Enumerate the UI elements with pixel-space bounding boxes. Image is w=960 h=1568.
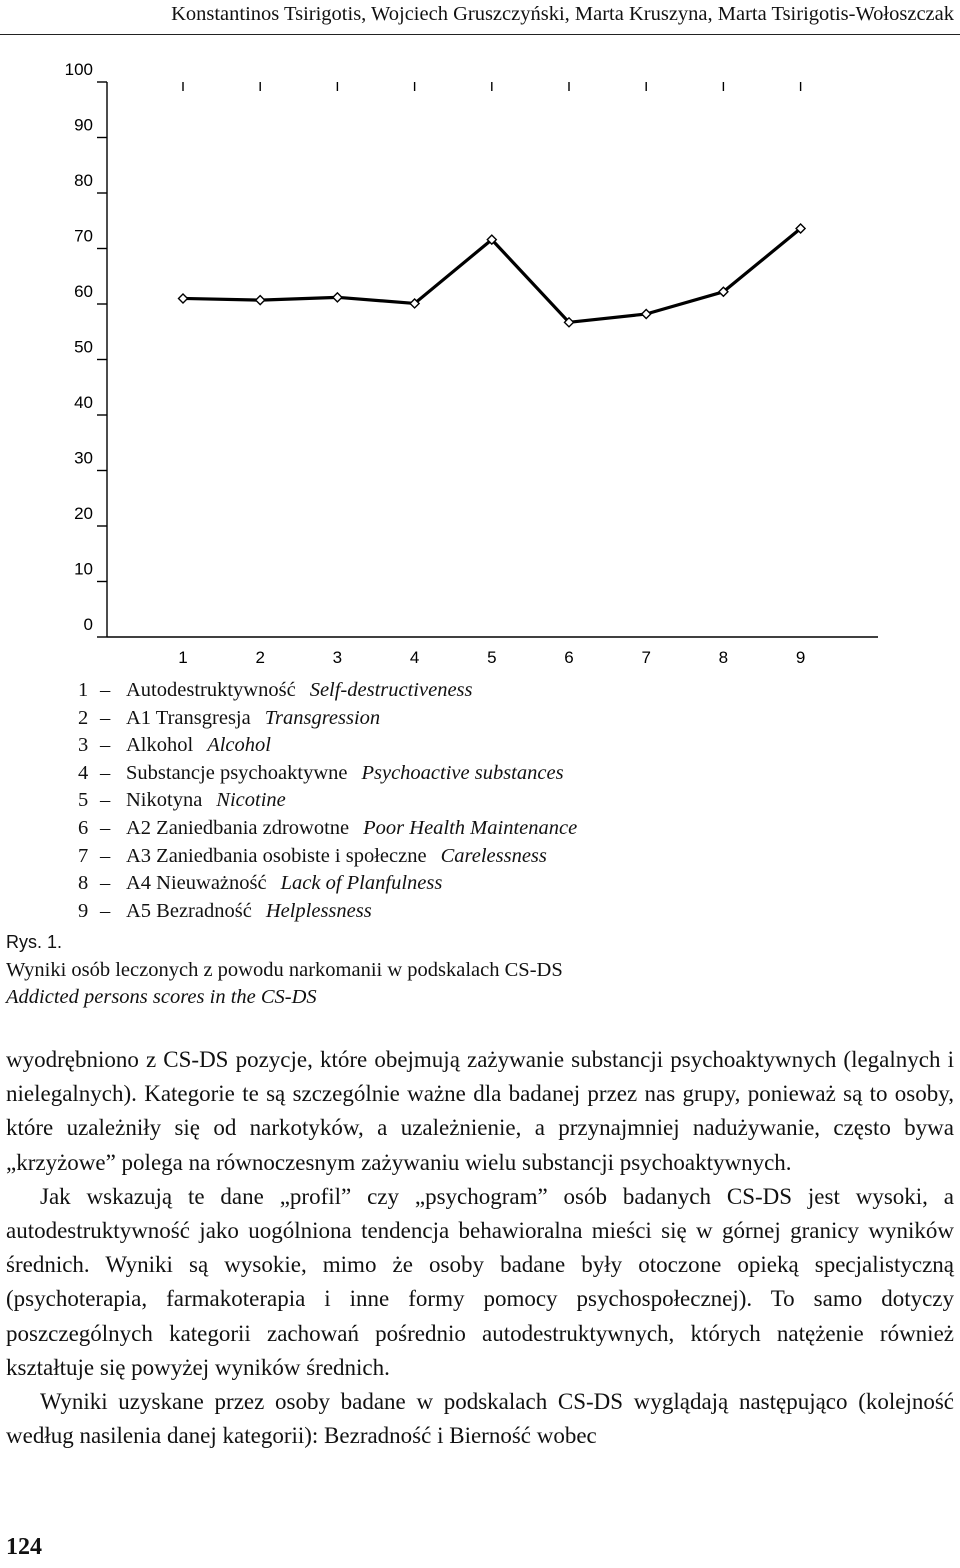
paragraph-1: wyodrębniono z CS-DS pozycje, które obejmują zażywanie substancji psychoaktywnych (legalnych i nielegalnych). Kategorie te są szczególnie ważne dla badanej przez nas grupy, ponieważ są to osoby, które uzależniły się od narkotyków, a uzależnienie, a przynajmniej nadużywanie, często bywa „krzyżowe” polega na równoczesnym zażywaniu wielu substancji psychoaktywnych. [6, 1047, 954, 1175]
x-tick-label: 9 [795, 648, 806, 667]
running-header [0, 0, 960, 35]
legend-item-english: Carelessness [440, 844, 547, 867]
legend-item-polish: A2 Zaniedbania zdrowotne [126, 816, 350, 839]
y-tick-label: 30 [74, 448, 93, 468]
y-tick-label: 70 [74, 226, 93, 246]
legend-item-dash: – [100, 872, 111, 895]
legend-item [78, 898, 898, 926]
legend-item [78, 815, 898, 843]
legend-item-number: 6 [78, 816, 89, 839]
x-tick-label: 1 [178, 648, 188, 667]
legend-item-polish: A5 Bezradność [126, 899, 252, 922]
legend-item-english: Helplessness [265, 899, 372, 922]
data-point-marker [179, 294, 188, 303]
legend-item-number: 5 [78, 789, 89, 812]
x-tick-label: 2 [255, 648, 265, 667]
legend-item-number: 2 [78, 706, 89, 729]
x-tick-label: 5 [487, 648, 497, 667]
paragraph-3: Wyniki uzyskane przez osoby badane w podskalach CS-DS wyglądają następująco (kolejność według nasilenia danej kategorii): Bezradność i Bierność wobec [6, 1389, 954, 1449]
line-chart [0, 60, 960, 680]
x-tick-label: 3 [332, 648, 343, 667]
legend-item-dash: – [100, 899, 111, 922]
y-tick-label: 0 [83, 615, 93, 634]
y-tick-label: 50 [74, 337, 93, 357]
legend-item-dash: – [100, 706, 111, 729]
legend-item [78, 787, 898, 815]
figure-label: Rys. 1. [6, 932, 63, 952]
legend-item [78, 705, 898, 733]
legend-item-dash: – [100, 844, 111, 867]
y-tick-label: 80 [74, 171, 93, 190]
legend-item-polish: Substancje psychoaktywne [126, 761, 348, 784]
page-number: 124 [6, 1534, 42, 1560]
chart-legend [78, 677, 898, 925]
header-authors: Konstantinos Tsirigotis, Wojciech Gruszczyński, Marta Kruszyna, Marta Tsirigotis-Wołoszczak [171, 3, 954, 25]
legend-item-polish: Alkohol [126, 734, 194, 757]
legend-item-polish: Nikotyna [126, 789, 203, 812]
legend-item-english: Nicotine [216, 789, 286, 812]
line-chart-svg [0, 60, 960, 680]
legend-item-english: Alcohol [207, 734, 271, 757]
legend-item [78, 870, 898, 898]
legend-item-number: 3 [78, 734, 89, 757]
body-text [6, 1043, 954, 1453]
x-tick-label: 7 [641, 648, 651, 667]
legend-item-english: Transgression [264, 706, 381, 729]
legend-item-english: Lack of Planfulness [280, 872, 443, 895]
legend-item-english: Poor Health Maintenance [363, 816, 578, 839]
data-point-marker [333, 293, 342, 302]
legend-item [78, 732, 898, 760]
legend-item-english: Self-destructiveness [309, 679, 473, 701]
y-tick-label: 20 [74, 504, 93, 523]
legend-item [78, 843, 898, 871]
data-point-marker [256, 296, 265, 305]
legend-item-dash: – [100, 761, 111, 784]
legend-item-number: 9 [78, 899, 89, 922]
y-tick-label: 10 [74, 559, 93, 579]
paragraph-2: Jak wskazują te dane „profil” czy „psychogram” osób badanych CS-DS jest wysoki, a autodestruktywność jako uogólniona tendencja behawioralna mieści się w górnej granicy wyników średnich. Wyniki są wysokie, mimo że osoby badane były otoczone opieką specjalistyczną (psychoterapia, farmakoterapia i inne formy pomocy psychospołecznej). To samo dotyczy poszczególnych kategorii zachowań pośrednio autodestruktywnych, których natężenie również kształtuje się powyżej wyników średnich. [6, 1183, 954, 1380]
data-point-marker [642, 309, 651, 318]
legend-item-polish: Autodestruktywność [126, 679, 296, 701]
y-tick-label: 100 [64, 60, 93, 79]
legend-item-number: 8 [78, 872, 89, 895]
legend-item-number: 4 [78, 761, 89, 784]
legend-item [78, 760, 898, 788]
y-tick-label: 90 [74, 115, 93, 135]
caption-english: Addicted persons scores in the CS-DS [6, 986, 317, 1009]
caption-polish: Wyniki osób leczonych z powodu narkomanii w podskalach CS-DS [6, 958, 563, 981]
x-tick-label: 4 [409, 648, 420, 667]
legend-item-number: 1 [78, 679, 89, 701]
x-tick-label: 8 [718, 648, 729, 667]
legend-item-polish: A4 Nieuważność [126, 872, 267, 895]
y-tick-label: 40 [74, 393, 93, 412]
legend-item-dash: – [100, 789, 111, 812]
legend-item-polish: A3 Zaniedbania osobiste i społeczne [126, 844, 427, 867]
legend-item-english: Psychoactive substances [361, 761, 564, 784]
figure-caption [6, 929, 906, 1012]
y-tick-label: 60 [74, 282, 93, 301]
legend-item-dash: – [100, 679, 111, 701]
legend-item-dash: – [100, 734, 111, 757]
legend-item-dash: – [100, 816, 111, 839]
legend-item [78, 677, 898, 705]
legend-item-polish: A1 Transgresja [126, 706, 251, 729]
legend-item-number: 7 [78, 844, 89, 867]
x-tick-label: 6 [564, 648, 574, 667]
